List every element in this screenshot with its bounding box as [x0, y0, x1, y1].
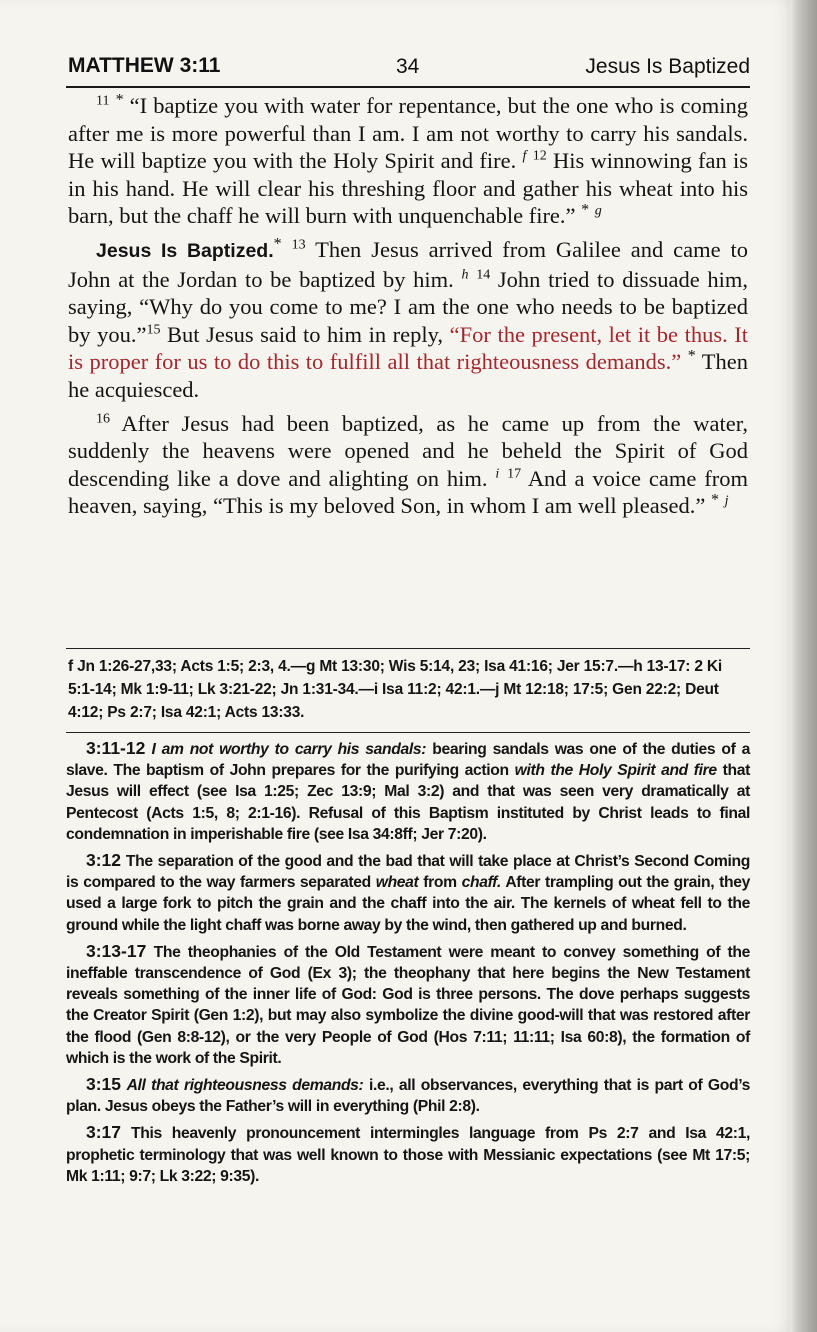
words-of-jesus: “For the present, let it be thus. It is proper for us to do this to fulfill all that righteousness demands.”: [68, 321, 749, 375]
footnote-marker: i: [495, 466, 500, 482]
note-marker: *: [687, 347, 696, 365]
cross-references: f Jn 1:26-27,33; Acts 1:5; 2:3, 4.—g Mt 13:30; Wis 5:14, 23; Isa 41:16; Jer 15:7.—h 13-17: 2 Ki 5:1-14; Mk 1:9-11; Lk 3:21-22; Jn 1:31-34.—i Isa 11:2; 42:1.—j Mt 12:18; 17:5; Gen 22:2; Deut 4:12; Ps 2:7; Isa 42:1; Acts 13:33.: [68, 658, 722, 721]
note-reference: 3:11-12: [86, 738, 146, 758]
note-text: i.e., all observances, everything that is part of God’s plan. Jesus obeys the Father’s will in everything (Phil 2:8).: [66, 1077, 750, 1116]
verse-number: 14: [476, 267, 491, 283]
note-item: [66, 941, 750, 1069]
verse-number: 11: [96, 93, 110, 109]
note-text: bearing sandals was one of the duties of a slave. The baptism of John prepares for the purifying action: [66, 741, 750, 780]
verse-text: After Jesus had been baptized, as he came up from the water, suddenly the heavens were opened and he beheld the Spirit of God descending like a dove and alighting on him.: [68, 410, 748, 491]
divider: [66, 732, 750, 733]
verse-number: 15: [146, 322, 161, 338]
footnote-marker: j: [724, 493, 729, 509]
note-reference: 3:13-17: [86, 940, 147, 961]
verse-number: 17: [507, 466, 522, 482]
commentary-notes: [66, 738, 750, 1187]
paragraph-verses-13-15: [68, 236, 748, 404]
footnote-marker: f: [522, 148, 527, 164]
note-reference: 3:17: [86, 1122, 122, 1143]
book-chapter-verse: MATTHEW 3:11: [68, 54, 221, 77]
note-text: The separation of the good and the bad that will take place at Christ’s Second Coming is compared to the way farmers separated: [66, 853, 750, 892]
page-edge: [790, 0, 817, 1332]
divider: [66, 648, 750, 649]
note-text: that Jesus will effect (see Isa 1:25; Zec 13:9; Mal 3:2) and that was seen very dramatically at Pentecost (Acts 1:5, 8; 2:1-16). Refusal of this Baptism instituted by Christ leads to final condemnation in imperishable fire (see Isa 34:8ff; Jer 7:20).: [66, 762, 750, 843]
note-reference: 3:15: [86, 1074, 122, 1095]
note-text: This heavenly pronouncement intermingles language from Ps 2:7 and Isa 42:1, prophetic terminology that was well known to those with Messianic expectations (see Mt 17:5; Mk 1:11; 9:7; Lk 3:22; 9:35).: [66, 1125, 750, 1185]
running-header: [66, 52, 750, 88]
page-number: 34: [396, 55, 420, 78]
note-marker: *: [273, 235, 282, 253]
verse-text: Then he acquiesced.: [68, 349, 749, 402]
note-item: [66, 850, 750, 936]
note-reference: 3:12: [86, 850, 122, 871]
section-subheading: Jesus Is Baptized.: [96, 239, 274, 262]
paragraph-verses-16-17: [68, 410, 748, 520]
note-italic: chaff.: [461, 874, 502, 892]
footnote-marker: g: [594, 203, 602, 219]
section-title: Jesus Is Baptized: [585, 55, 750, 78]
verse-number: 16: [96, 411, 110, 427]
note-item: [66, 738, 750, 845]
note-marker: *: [115, 91, 124, 109]
note-marker: *: [581, 201, 590, 219]
note-text: After trampling out the grain, they used a large fork to pitch the grain and the chaff into the air. The kernels of wheat fell to the ground while the light chaff was borne away by the wind, then gathered up and burned.: [66, 874, 750, 934]
note-item: [66, 1122, 750, 1187]
note-item: [66, 1074, 750, 1117]
note-text: The theophanies of the Old Testament were meant to convey something of the ineffable transcendence of God (Ex 3); the theophany that here begins the New Testament reveals something of the inner life of God: God is three persons. The dove perhaps suggests the Creator Spirit (Gen 1:2), but may also symbolize the divine good-will that was restored after the flood (Gen 8:8-12), or the very People of God (Hos 7:11; 11:11; Isa 60:8), the formation of which is the work of the Spirit.: [66, 943, 750, 1067]
verse-text: And a voice came from heaven, saying, “This is my beloved Son, in whom I am well pleased.”: [68, 465, 749, 519]
verse-text: Then Jesus arrived from Galilee and came to John at the Jordan to be baptized by him.: [68, 236, 749, 292]
note-italic: All that righteousness demands:: [126, 1077, 364, 1095]
note-italic: wheat: [375, 874, 419, 892]
verse-text: His winnowing fan is in his hand. He will clear his threshing floor and gather his wheat into his barn, but the chaff he will burn with unquenchable fire.”: [68, 148, 749, 229]
verse-number: 13: [291, 237, 306, 253]
note-italic: I am not worthy to carry his sandals:: [151, 741, 427, 758]
footnote-marker: h: [461, 267, 469, 283]
scripture-text: [68, 92, 748, 520]
verse-text: John tried to dissuade him, saying, “Why do you come to me? I am the one who needs to be baptized by you.”: [68, 266, 749, 347]
paragraph-verses-11-12: [68, 92, 748, 230]
note-italic: with the Holy Spirit and fire: [514, 762, 717, 780]
note-text: from: [418, 874, 462, 892]
verse-text: “I baptize you with water for repentance, but the one who is coming after me is more powerful than I am. I am not worthy to carry his sandals. He will baptize you with the Holy Spirit and fire.: [68, 93, 748, 174]
note-marker: *: [711, 491, 719, 509]
verse-text: But Jesus said to him in reply,: [167, 321, 444, 347]
verse-number: 12: [532, 148, 547, 164]
